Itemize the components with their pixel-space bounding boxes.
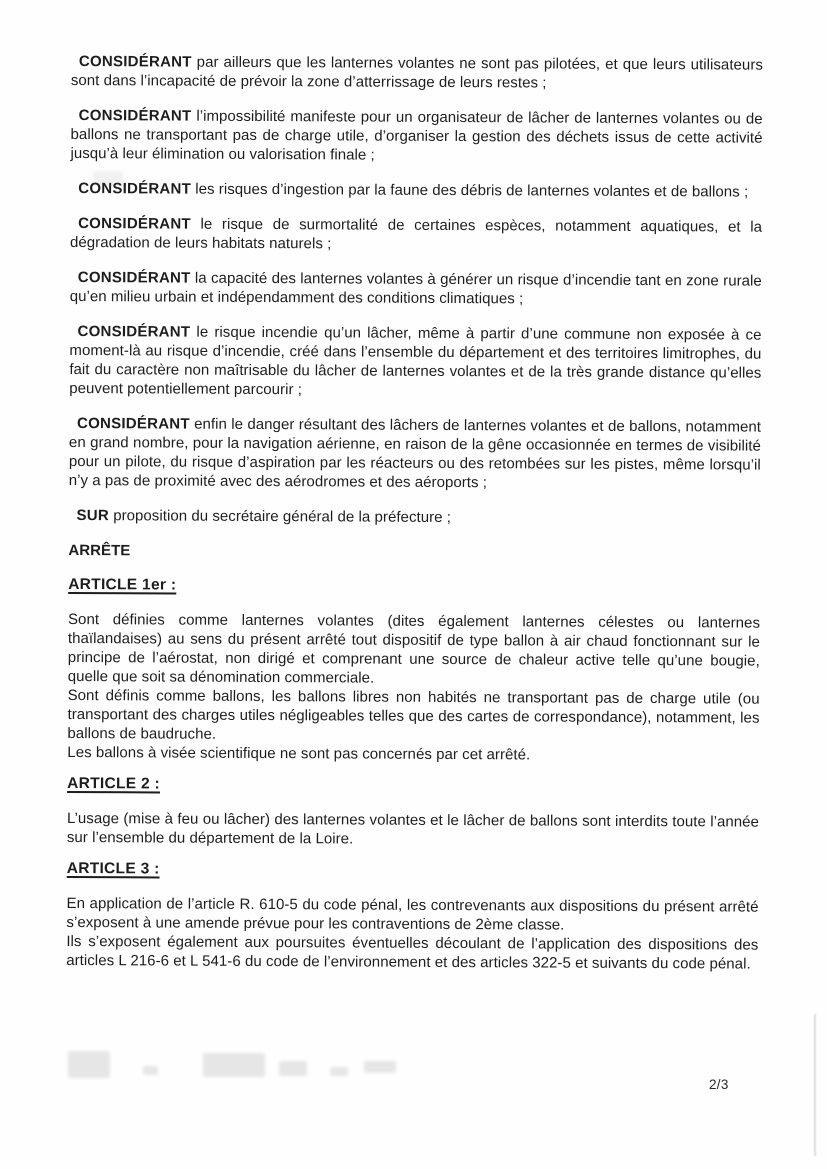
considerant-keyword: CONSIDÉRANT bbox=[78, 53, 192, 71]
considerant-paragraph bbox=[69, 322, 761, 402]
considerant-paragraph bbox=[71, 52, 763, 94]
considerant-keyword: CONSIDÉRANT bbox=[78, 215, 191, 233]
page-number: 2/3 bbox=[709, 1077, 729, 1092]
article-1-paragraph: Sont définis comme ballons, les ballons libres non habités ne transportant pas de charge utile (ou transportant des charges utiles négligeables telles que des cartes de correspondance), notamment, les ballons de baudruche. bbox=[67, 686, 760, 743]
considerant-paragraph bbox=[70, 214, 762, 256]
scan-edge-line bbox=[814, 1014, 816, 1156]
sur-text: proposition du secrétaire général de la préfecture ; bbox=[113, 507, 452, 526]
considerant-paragraph bbox=[69, 414, 761, 494]
considerant-text: la capacité des lanternes volantes à générer un risque d’incendie tant en zone rurale qu’en milieu urbain et indépendamment des conditions climatiques ; bbox=[69, 269, 762, 308]
considerant-keyword: CONSIDÉRANT bbox=[78, 107, 192, 125]
scan-smudge bbox=[143, 1066, 158, 1075]
article-1-paragraph: Sont définies comme lanternes volantes (dites également lanternes célestes ou lanternes thaïlandaises) au sens du présent arrêté tout dispositif de type ballon à air chaud fonctionnant sur le principe de l’aérostat, non dirigé et comprenant une source de chaleur active telle qu’une bougie, quelle que soit sa dénomination commerciale. bbox=[67, 610, 761, 687]
article-1-heading: ARTICLE 1er : bbox=[68, 575, 177, 594]
considerant-keyword: CONSIDÉRANT bbox=[77, 415, 190, 433]
decision-title: ARRÊTE bbox=[68, 541, 131, 560]
scan-smudge bbox=[330, 1067, 348, 1076]
article-2-paragraph: L’usage (mise à feu ou lâcher) des lanternes volantes et le lâcher de ballons sont interdits toute l’année sur l’ensemble du département de la Loire. bbox=[66, 809, 760, 848]
considerant-keyword: CONSIDÉRANT bbox=[77, 323, 191, 341]
considerant-paragraph bbox=[70, 179, 762, 202]
sur-proposition-paragraph bbox=[69, 506, 761, 529]
considerant-text: enfin le danger résultant des lâchers de lanternes volantes et de ballons, notamment en grand nombre, pour la navigation aérienne, en raison de la gêne occasionnée en termes de visibilité pour un pilote, du risque d’aspiration par les réacteurs ou des retombées sur les pistes, même lorsqu’il n’y a pas de proximité avec des aérodromes et des aéroports ; bbox=[68, 415, 762, 492]
article-3-paragraph: Ils s’exposent également aux poursuites éventuelles découlant de l’application des dispositions des articles L 216-6 et L 541-6 du code de l’environnement et des articles 322-5 et suivants du code pénal. bbox=[66, 932, 759, 973]
considerant-paragraph bbox=[70, 268, 762, 310]
document-body bbox=[66, 52, 763, 974]
article-2-heading: ARTICLE 2 : bbox=[67, 774, 161, 793]
scan-smudge bbox=[93, 171, 123, 186]
considerant-text: les risques d’ingestion par la faune des débris de lanternes volantes et de ballons ; bbox=[195, 180, 749, 201]
scan-smudge bbox=[203, 1053, 265, 1077]
scan-smudge bbox=[68, 1051, 110, 1078]
considerant-text: le risque incendie qu’un lâcher, même à partir d’une commune non exposée à ce moment-là au risque d’incendie, créé dans l’ensemble du département et des territoires limitrophes, du fait du caractère non maîtrisable du lâcher de lanternes volantes et de la très grande distance qu’elles peuvent potentiellement parcourir ; bbox=[69, 323, 762, 399]
considerant-keyword: CONSIDÉRANT bbox=[78, 180, 192, 198]
scan-smudge bbox=[364, 1061, 396, 1073]
article-3-heading: ARTICLE 3 : bbox=[66, 859, 160, 878]
considerant-keyword: CONSIDÉRANT bbox=[77, 269, 191, 287]
scan-smudge bbox=[279, 1061, 307, 1076]
considerant-text: le risque de surmortalité de certaines espèces, notamment aquatiques, et la dégradation de leurs habitats naturels ; bbox=[69, 215, 763, 253]
considerant-paragraph bbox=[70, 106, 762, 167]
article-1-paragraph: Les ballons à visée scientifique ne sont pas concernés par cet arrêté. bbox=[67, 743, 531, 764]
article-3-paragraph: En application de l’article R. 610-5 du code pénal, les contrevenants aux dispositions du présent arrêté s’exposent à une amende prévue pour les contraventions de 2ème classe. bbox=[66, 894, 759, 934]
sur-keyword: SUR bbox=[76, 507, 110, 525]
considerant-text: l’impossibilité manifeste pour un organisateur de lâcher de lanternes volantes ou de ballons ne transportant pas de charge utile, d’organiser la gestion des déchets issus de cette activité jusqu’à leur élimination ou valorisation finale ; bbox=[70, 107, 763, 164]
considerant-text: par ailleurs que les lanternes volantes ne sont pas pilotées, et que leurs utilisateurs sont dans l’incapacité de prévoir la zone d’atterrissage de leurs restes ; bbox=[70, 53, 763, 92]
